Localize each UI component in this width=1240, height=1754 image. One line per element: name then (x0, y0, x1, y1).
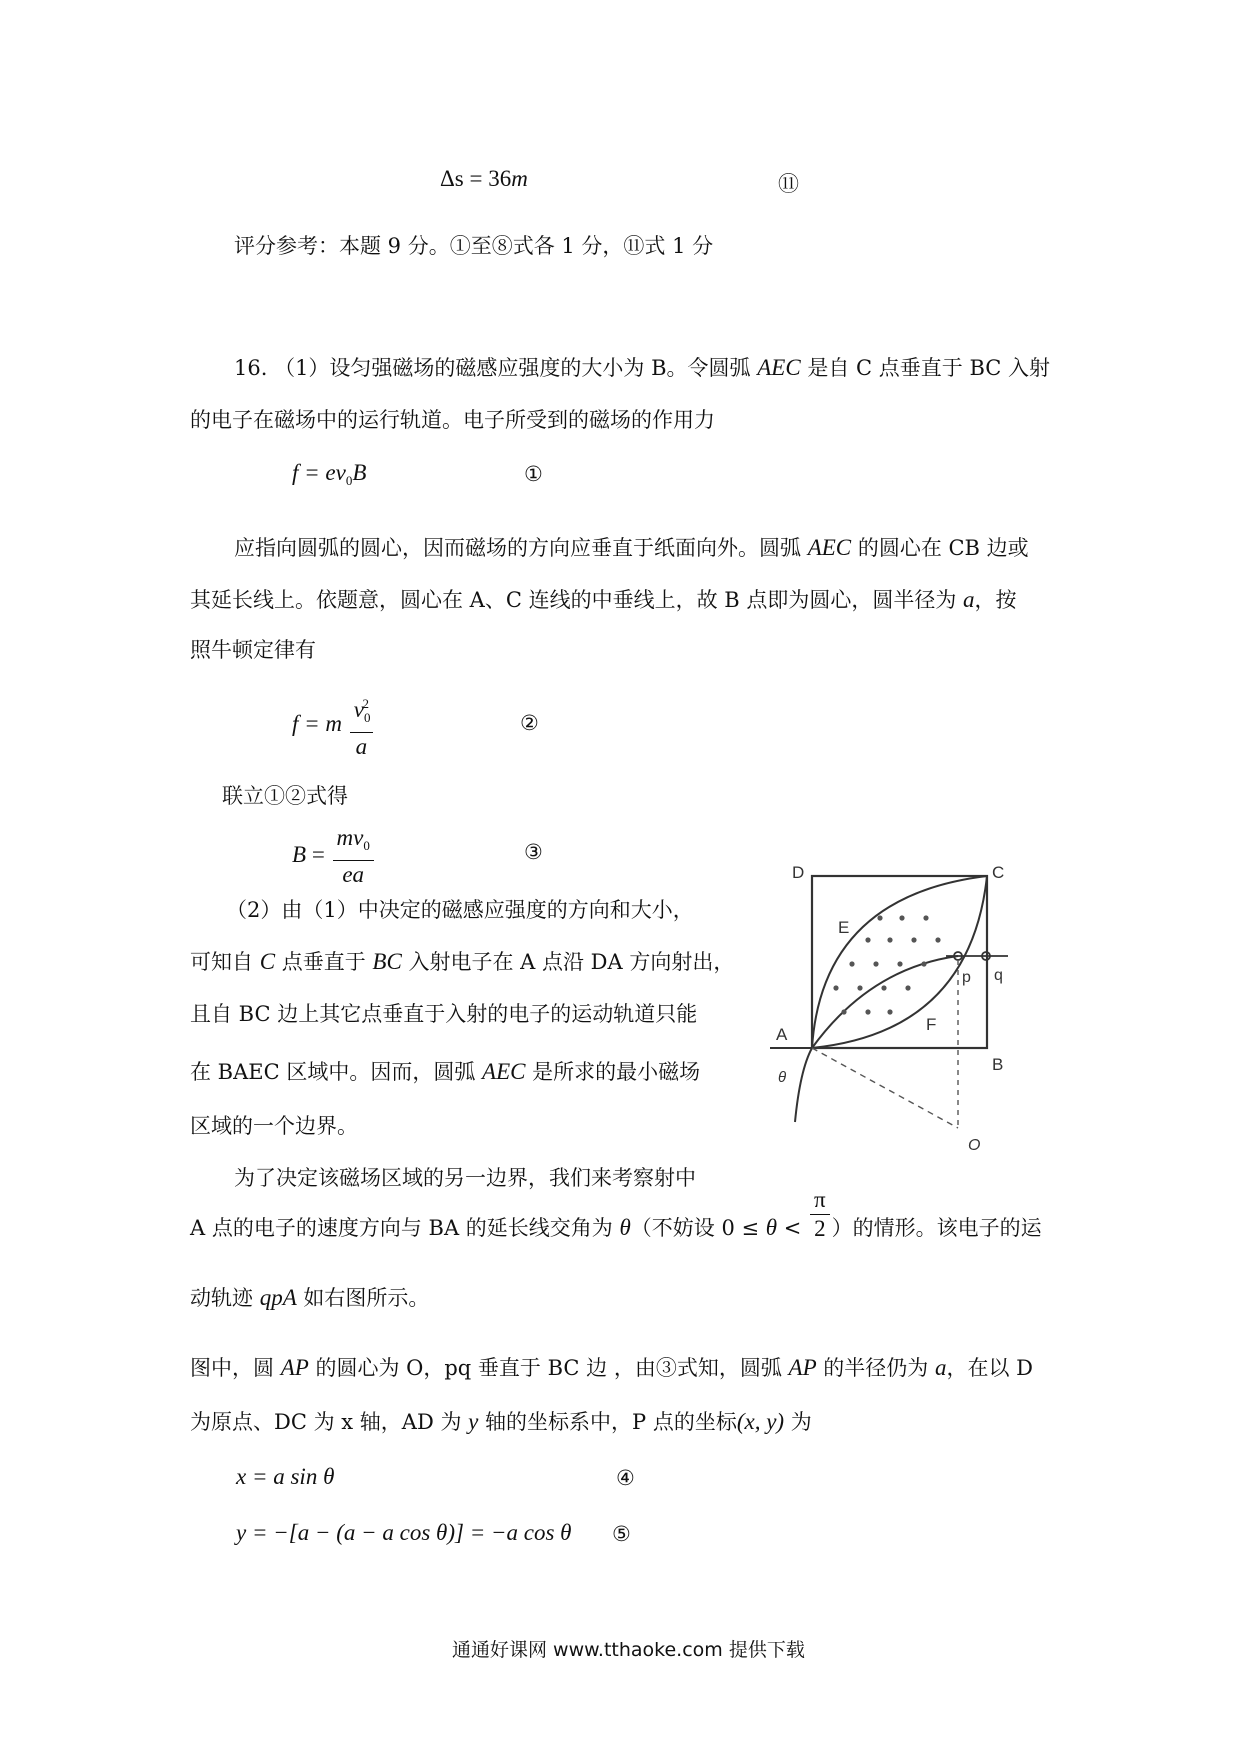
label-o: O (968, 1137, 981, 1154)
equation-2: f = m $\frac{v_0^2}{a}$ (292, 692, 375, 759)
q16-p2-line3: 照牛顿定律有 (190, 638, 316, 662)
q16-p3-line1: （2）由（1）中决定的磁感应强度的方向和大小， (226, 898, 694, 922)
label-q: q (994, 967, 1003, 984)
equation-mark-4: ④ (616, 1466, 635, 1490)
equation-mark-1: ① (524, 462, 543, 486)
delta-s-lhs: Δs = 36 (440, 166, 512, 191)
equation-3: B = $\frac{mv_0}{ea}$ (292, 826, 376, 887)
equation-mark-2: ② (520, 711, 539, 735)
dashed-a-to-o (812, 1048, 958, 1128)
pi-over-two: $\frac{\pi}{2}$ (810, 1188, 830, 1241)
label-f: F (926, 1015, 937, 1034)
q16-p4-line1: 为了决定该磁场区域的另一边界，我们来考察射中 (234, 1166, 696, 1190)
q16-p2-line1: 应指向圆弧的圆心，因而磁场的方向应垂直于纸面向外。圆弧 AEC 的圆心在 CB 边或 (234, 535, 1029, 560)
label-c: C (992, 863, 1005, 882)
q16-p3-line4: 在 BAEC 区域中。因而，圆弧 AEC 是所求的最小磁场 (190, 1059, 701, 1084)
equation-mark-5: ⑤ (612, 1522, 631, 1546)
q16-p3-line2: 可知自 C 点垂直于 BC 入射电子在 A 点沿 DA 方向射出， (190, 949, 735, 974)
label-e: E (838, 918, 850, 937)
label-a: A (776, 1025, 788, 1044)
equation-1: $f = ev_0B$ (292, 460, 367, 488)
trajectory-qpa (795, 956, 958, 1122)
equation-mark-3: ③ (524, 840, 543, 864)
label-theta: θ (778, 1069, 787, 1086)
equation-4: x = a sin θ (236, 1464, 335, 1489)
label-p: p (962, 969, 971, 986)
field-dots (833, 915, 940, 1014)
q16-p4-line3: 动轨迹 qpA 如右图所示。 (190, 1285, 430, 1310)
q16-p2-line2: 其延长线上。依题意，圆心在 A、C 连线的中垂线上，故 B 点即为圆心，圆半径为 a，按 (190, 587, 1017, 612)
delta-s-unit: m (511, 166, 528, 191)
q16-p3-line3: 且自 BC 边上其它点垂直于入射的电子的运动轨道只能 (190, 1002, 698, 1026)
scoring-note: 评分参考：本题 9 分。①至⑧式各 1 分，⑪式 1 分 (234, 234, 714, 258)
arc-aec: AEC (757, 355, 801, 380)
q16-p1-line2: 的电子在磁场中的运行轨道。电子所受到的磁场的作用力 (190, 408, 715, 432)
combine-text: 联立①②式得 (222, 784, 348, 808)
equation-2-fraction: $\frac{v_0^2}{a}$ (350, 692, 373, 759)
equation-delta-s (440, 166, 528, 192)
q16-p5-line1: 图中，圆 AP 的圆心为 O，pq 垂直于 BC 边 ，由③式知，圆弧 AP 的半径仍为 a，在以 D (190, 1355, 1033, 1380)
equation-3-fraction: $\frac{mv_0}{ea}$ (333, 826, 374, 887)
q16-p3-line5: 区域的一个边界。 (190, 1114, 358, 1138)
footer-text: 通通好课网 www.tthaoke.com 提供下载 (452, 1639, 805, 1661)
equation-5: y = −[a − (a − a cos θ)] = −a cos θ (236, 1520, 572, 1545)
magnetic-field-diagram (740, 860, 1030, 1160)
label-d: D (792, 863, 805, 882)
label-b: B (992, 1055, 1004, 1074)
q16-p4-line2: A 点的电子的速度方向与 BA 的延长线交角为 θ（不妨设 0 ≤ θ < $\frac{\pi}{2}$ ）的情形。该电子的运 (190, 1187, 1042, 1241)
equation-mark-11: ⑪ (778, 172, 799, 196)
q16-p5-line2: 为原点、DC 为 x 轴，AD 为 y 轴的坐标系中，P 点的坐标(x, y) 为 (190, 1409, 812, 1434)
q16-p1-line1: 16. （1）设匀强磁场的磁感应强度的大小为 B。令圆弧 AEC 是自 C 点垂直于 BC 入射 (234, 355, 1051, 380)
